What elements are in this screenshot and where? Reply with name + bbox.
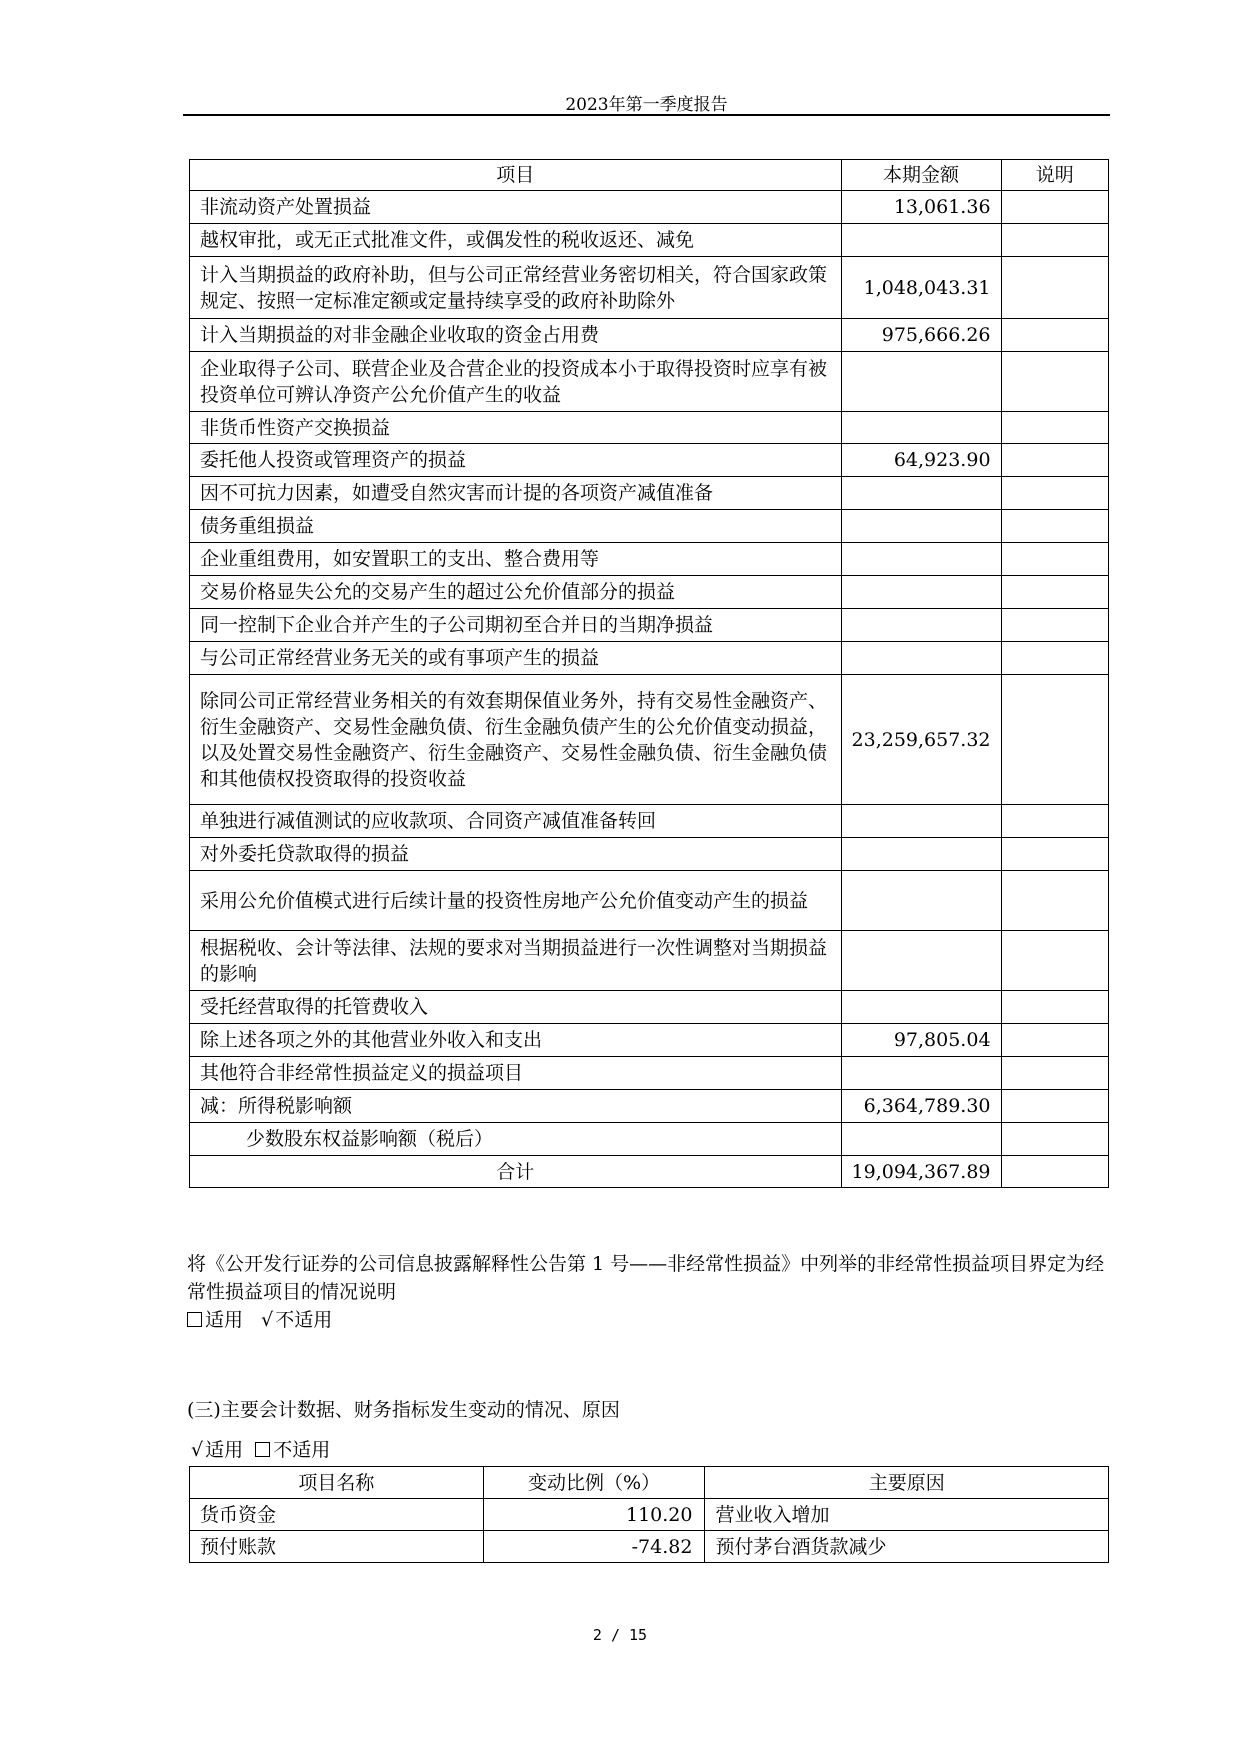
row-item: 计入当期损益的政府补助，但与公司正常经营业务密切相关，符合国家政策规定、按照一定标准定额或定量持续享受的政府补助除外 bbox=[190, 257, 842, 319]
row-amount: 975,666.26 bbox=[841, 319, 1001, 352]
row-amount bbox=[841, 838, 1001, 871]
row-amount bbox=[841, 1123, 1001, 1156]
table-row bbox=[190, 319, 1109, 352]
applicability-options bbox=[187, 1306, 1107, 1334]
header-item: 项目 bbox=[190, 160, 842, 191]
table-row bbox=[190, 224, 1109, 257]
page-number: 2 / 15 bbox=[592, 1626, 648, 1644]
row-amount bbox=[841, 1057, 1001, 1090]
row-item: 减：所得税影响额 bbox=[190, 1090, 842, 1123]
row-note bbox=[1001, 576, 1108, 609]
row-amount bbox=[841, 543, 1001, 576]
table-row bbox=[190, 931, 1109, 991]
row-note bbox=[1001, 319, 1108, 352]
table-row bbox=[190, 1090, 1109, 1123]
option-not-applicable: 不适用 bbox=[273, 1439, 331, 1461]
option-applicable: 适用 bbox=[205, 1309, 244, 1331]
table-header-row bbox=[190, 1467, 1109, 1499]
row-note bbox=[1001, 191, 1108, 224]
table-row bbox=[190, 444, 1109, 477]
option-applicable: 适用 bbox=[205, 1439, 244, 1461]
row-amount: 97,805.04 bbox=[841, 1024, 1001, 1057]
table-row bbox=[190, 609, 1109, 642]
table-row bbox=[190, 257, 1109, 319]
table-row bbox=[190, 1499, 1109, 1531]
row-note bbox=[1001, 257, 1108, 319]
note-text: 将《公开发行证券的公司信息披露解释性公告第 1 号——非经常性损益》中列举的非经常性损益项目界定为经常性损益项目的情况说明 bbox=[187, 1253, 1105, 1303]
row-item: 企业重组费用，如安置职工的支出、整合费用等 bbox=[190, 543, 842, 576]
row-amount bbox=[841, 576, 1001, 609]
table-row bbox=[190, 1057, 1109, 1090]
row-note bbox=[1001, 931, 1108, 991]
row-item: 同一控制下企业合并产生的子公司期初至合并日的当期净损益 bbox=[190, 609, 842, 642]
row-amount: 23,259,657.32 bbox=[841, 675, 1001, 805]
row-item: 委托他人投资或管理资产的损益 bbox=[190, 444, 842, 477]
row-note bbox=[1001, 991, 1108, 1024]
total-note bbox=[1001, 1156, 1108, 1188]
row-note bbox=[1001, 510, 1108, 543]
row-item: 与公司正常经营业务无关的或有事项产生的损益 bbox=[190, 642, 842, 675]
row-note bbox=[1001, 1057, 1108, 1090]
row-item: 除上述各项之外的其他营业外收入和支出 bbox=[190, 1024, 842, 1057]
non-recurring-gains-table bbox=[189, 159, 1109, 1188]
check-mark-icon: √ bbox=[261, 1309, 274, 1331]
row-name: 货币资金 bbox=[190, 1499, 484, 1531]
row-item: 根据税收、会计等法律、法规的要求对当期损益进行一次性调整对当期损益的影响 bbox=[190, 931, 842, 991]
row-item: 单独进行减值测试的应收款项、合同资产减值准备转回 bbox=[190, 805, 842, 838]
checkbox-unchecked-icon bbox=[255, 1442, 270, 1457]
row-reason: 预付茅台酒货款减少 bbox=[705, 1531, 1109, 1563]
table-row bbox=[190, 838, 1109, 871]
table-row bbox=[190, 352, 1109, 412]
row-item: 越权审批，或无正式批准文件，或偶发性的税收返还、减免 bbox=[190, 224, 842, 257]
row-note bbox=[1001, 224, 1108, 257]
row-name: 预付账款 bbox=[190, 1531, 484, 1563]
page-header-title: 2023年第一季度报告 bbox=[565, 95, 728, 115]
row-note bbox=[1001, 477, 1108, 510]
row-note bbox=[1001, 1123, 1108, 1156]
row-note bbox=[1001, 675, 1108, 805]
row-item: 计入当期损益的对非金融企业收取的资金占用费 bbox=[190, 319, 842, 352]
table-header-row bbox=[190, 160, 1109, 191]
row-item: 因不可抗力因素，如遭受自然灾害而计提的各项资产减值准备 bbox=[190, 477, 842, 510]
row-note bbox=[1001, 1090, 1108, 1123]
row-item: 受托经营取得的托管费收入 bbox=[190, 991, 842, 1024]
row-item: 除同公司正常经营业务相关的有效套期保值业务外，持有交易性金融资产、衍生金融资产、交易性金融负债、衍生金融负债产生的公允价值变动损益，以及处置交易性金融资产、衍生金融资产、交易性金融负债、衍生金融负债和其他债权投资取得的投资收益 bbox=[190, 675, 842, 805]
row-amount bbox=[841, 991, 1001, 1024]
row-amount: 13,061.36 bbox=[841, 191, 1001, 224]
option-not-applicable: 不适用 bbox=[275, 1309, 333, 1331]
total-amount: 19,094,367.89 bbox=[841, 1156, 1001, 1188]
row-note bbox=[1001, 1024, 1108, 1057]
row-note bbox=[1001, 642, 1108, 675]
table-row bbox=[190, 412, 1109, 444]
row-reason: 营业收入增加 bbox=[705, 1499, 1109, 1531]
row-amount bbox=[841, 642, 1001, 675]
table-row bbox=[190, 991, 1109, 1024]
reclassification-note bbox=[187, 1250, 1107, 1334]
total-row bbox=[190, 1156, 1109, 1188]
table-row bbox=[190, 1531, 1109, 1563]
row-note bbox=[1001, 444, 1108, 477]
check-mark-icon: √ bbox=[191, 1439, 204, 1461]
row-amount bbox=[841, 871, 1001, 931]
total-label: 合计 bbox=[190, 1156, 842, 1188]
row-amount bbox=[841, 412, 1001, 444]
table-row bbox=[190, 805, 1109, 838]
row-note bbox=[1001, 609, 1108, 642]
checkbox-unchecked-icon bbox=[187, 1312, 202, 1327]
table-row bbox=[190, 191, 1109, 224]
row-ratio: -74.82 bbox=[483, 1531, 705, 1563]
row-item: 其他符合非经常性损益定义的损益项目 bbox=[190, 1057, 842, 1090]
row-amount bbox=[841, 510, 1001, 543]
row-note bbox=[1001, 805, 1108, 838]
table-row bbox=[190, 543, 1109, 576]
table-row bbox=[190, 871, 1109, 931]
row-amount: 1,048,043.31 bbox=[841, 257, 1001, 319]
row-item: 交易价格显失公允的交易产生的超过公允价值部分的损益 bbox=[190, 576, 842, 609]
row-item: 企业取得子公司、联营企业及合营企业的投资成本小于取得投资时应享有被投资单位可辨认净资产公允价值产生的收益 bbox=[190, 352, 842, 412]
row-amount bbox=[841, 224, 1001, 257]
row-note bbox=[1001, 871, 1108, 931]
table-row bbox=[190, 642, 1109, 675]
row-amount bbox=[841, 477, 1001, 510]
changes-table bbox=[189, 1466, 1109, 1563]
header-ratio: 变动比例（%） bbox=[483, 1467, 705, 1499]
table-row bbox=[190, 477, 1109, 510]
row-amount: 6,364,789.30 bbox=[841, 1090, 1001, 1123]
header-name: 项目名称 bbox=[190, 1467, 484, 1499]
row-amount bbox=[841, 352, 1001, 412]
table-row bbox=[190, 1024, 1109, 1057]
row-amount bbox=[841, 609, 1001, 642]
row-note bbox=[1001, 543, 1108, 576]
header-note: 说明 bbox=[1001, 160, 1108, 191]
header-amount: 本期金额 bbox=[841, 160, 1001, 191]
header-reason: 主要原因 bbox=[705, 1467, 1109, 1499]
row-note bbox=[1001, 352, 1108, 412]
row-item: 非货币性资产交换损益 bbox=[190, 412, 842, 444]
row-amount: 64,923.90 bbox=[841, 444, 1001, 477]
row-item: 对外委托贷款取得的损益 bbox=[190, 838, 842, 871]
table-row bbox=[190, 675, 1109, 805]
row-amount bbox=[841, 931, 1001, 991]
section-title: (三)主要会计数据、财务指标发生变动的情况、原因 bbox=[187, 1399, 620, 1421]
row-note bbox=[1001, 412, 1108, 444]
row-item: 采用公允价值模式进行后续计量的投资性房地产公允价值变动产生的损益 bbox=[190, 871, 842, 931]
section-applicability-options bbox=[191, 1436, 1111, 1464]
table-row bbox=[190, 510, 1109, 543]
row-note bbox=[1001, 838, 1108, 871]
row-item: 债务重组损益 bbox=[190, 510, 842, 543]
row-item: 非流动资产处置损益 bbox=[190, 191, 842, 224]
row-amount bbox=[841, 805, 1001, 838]
row-item: 少数股东权益影响额（税后） bbox=[190, 1123, 842, 1156]
table-row bbox=[190, 576, 1109, 609]
header-divider bbox=[183, 114, 1110, 116]
table-row bbox=[190, 1123, 1109, 1156]
row-ratio: 110.20 bbox=[483, 1499, 705, 1531]
